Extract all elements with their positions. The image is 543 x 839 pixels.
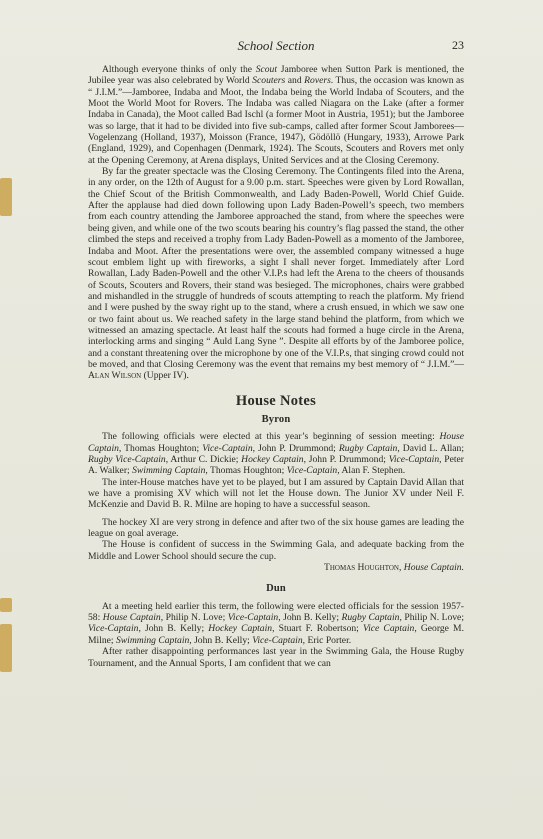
author-name: Alan Wilson [88,370,142,382]
dun-performance-paragraph: After rather disappointing performances last year in the Swimming Gala, the House Rugby Tournament, and the Annual Sports, I am confident that we can [88,646,464,669]
running-title: School Section [237,38,315,53]
running-header [88,38,464,54]
byron-swimming-paragraph: The House is confident of success in the Swimming Gala, and adequate backing from the Middle and Lower School should secure the cup. [88,539,464,562]
byron-hockey-paragraph: The hockey XI are very strong in defence and after two of the six house games are leading the league on goal average. [88,516,464,540]
margin-mark [0,598,12,612]
jamboree-paragraph-1: Although everyone thinks of only the Scout Jamboree when Sutton Park is mentioned, the Jubilee year was also celebrated by World Scouters and Rovers. Thus, the occasion was known as “ J.I.M.”—Jamboree, Indaba and Moot, the Indaba being the World Indaba of Scouters, and the Moot the World Moot for Rovers. The Indaba was called Niagara on the Lake (after a former Indaba in Canada), the Moot called Bad Ischl (a former Moot in Austria, 1951); but the Jamboree was so large, that it had to be divided into five sub-camps, called after former Scout Jamborees—Vogelenzang (Holland, 1937), Moisson (France, 1947), Gödöllö (Hungary, 1933), Arrowe Park (England, 1929), and Copenhagen (Denmark, 1924). The Scouts, Scouters and Rovers met only at the Opening Ceremony, at Arena displays, United Services and at the Closing Ceremony. [88,64,464,166]
section-title: House Notes [235,392,317,409]
byron-heading: Byron [261,413,291,425]
margin-mark [0,178,12,216]
dun-heading: Dun [266,583,286,595]
page-number: 23 [452,38,464,52]
byron-rugby-paragraph: The inter-House matches have yet to be played, but I am assured by Captain David Allan that we have a promising XV which will not let the House down. The Junior XV under Neil F. McKenzie and David B. R. Milne are hoping to have a successful season. [88,476,464,511]
dun-officials-paragraph: At a meeting held earlier this term, the following were elected officials for the session 1957-58: House Captain, Philip N. Love; Vice-Captain, John B. Kelly; Rugby Captain, Philip N. Love; Vice-Captain, John B. Kelly; Hockey Captain, Stuart F. Robertson; Vice Captain, George M. Milne; Swimming Captain, John B. Kelly; Vice-Captain, Eric Porter. [88,600,464,646]
margin-mark [0,624,12,672]
byron-officials-paragraph: The following officials were elected at this year’s beginning of session meeting: House Captain, Thomas Houghton; Vice-Captain, John P. Drummond; Rugby Captain, David L. Allan; Rugby Vice-Captain, Arthur C. Dickie; Hockey Captain, John P. Drummond; Vice-Captain, Peter A. Walker; Swimming Captain, Thomas Houghton; Vice-Captain, Alan F. Stephen. [88,431,465,477]
jamboree-paragraph-2: By far the greater spectacle was the Closing Ceremony. The Contingents filed into the Arena, in any order, on the 12th of August for a 9.00 p.m. start. Speeches were given by Lord Rowallan, the Chief Scout of the British Commonwealth, and Lady Baden-Powell, World Chief Guide. After the applause had died down following upon Lady Baden-Powell’s speech, two members from each country attending the Jamboree approached the stand, from where the speeches were being given, and while one of the two scouts bearing his country’s flag passed the stand, the other climbed the steps and received a trophy from Lady Baden-Powell as a momento of the Jamboree, Indaba and Moot. After the presentations were over, the assembled company witnessed a huge scout emblem light up with fireworks, a sight I shall never forget. Immediately after Lord Rowallan, Lady Baden-Powell and the other V.I.P.s had left the Arena to the cheers of thousands of Scouts, Scouters and Rovers, their stand was besieged. The microphones, chairs were grabbed and mishandled in the struggle of hundreds of scouts attempting to reach the platform. My friend and I were pushed by the sway right up to the stand, where a crush ensued, in which we saw one or two faint about us. We reached safety in the large stand behind the platform, from which we witnessed an amazing spectacle. At least half the scouts had formed a huge circle in the Arena, interlocking arms and singing “ Auld Lang Syne ”. Despite all efforts by of the Jamboree police, and a constant threatening over the microphone by one of the V.I.P.s, that singing crowd could not be moved, and that Closing Ceremony was the event that remains my best memory of “ J.I.M.”—Alan Wilson (Upper IV). [88,166,464,382]
byron-signature: Thomas Houghton, House Captain. [324,562,464,574]
page-body [88,64,464,669]
